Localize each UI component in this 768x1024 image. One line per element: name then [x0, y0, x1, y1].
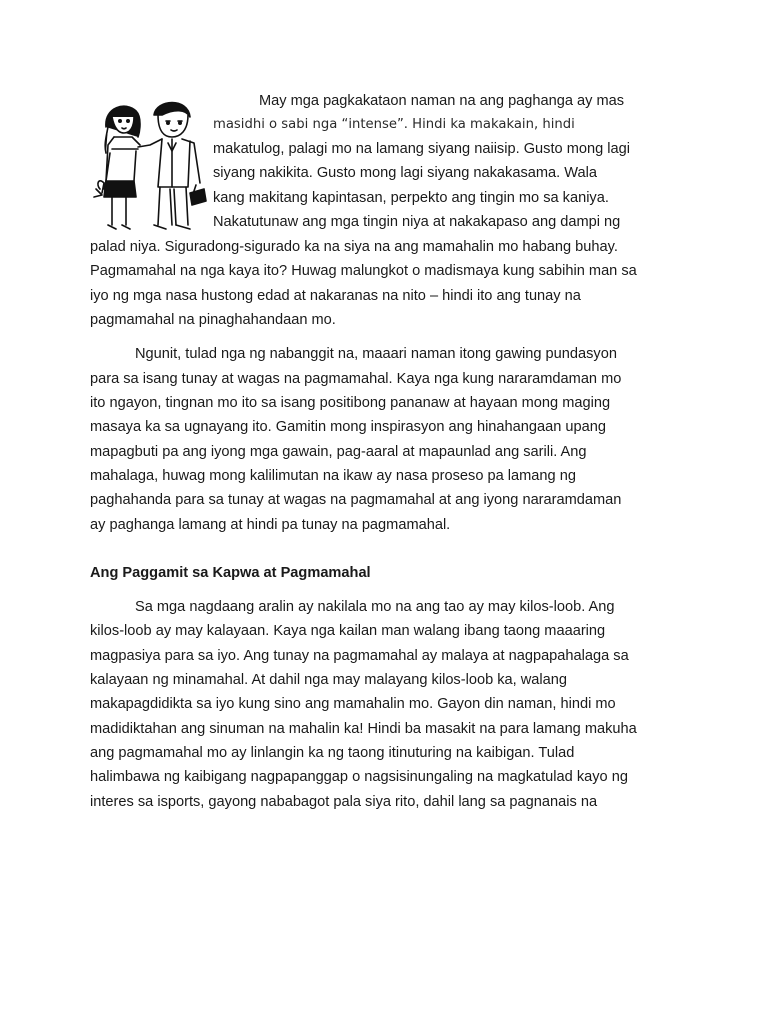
- paragraph-line: pagmamahal na pinaghahandaan mo.: [90, 312, 336, 328]
- section-heading: Ang Paggamit sa Kapwa at Pagmamahal: [90, 565, 371, 581]
- paragraph-line: ay paghanga lamang at hindi pa tunay na pagmamahal.: [90, 517, 451, 533]
- paragraph-line: kilos-loob ay may kalayaan. Kaya nga kailan man walang ibang taong maaaring: [90, 623, 606, 639]
- paragraph-line: Sa mga nagdaang aralin ay nakilala mo na ang tao ay may kilos-loob. Ang: [135, 599, 615, 615]
- couple-illustration-icon: [92, 97, 208, 233]
- paragraph-line: ito ngayon, tingnan mo ito sa isang positibong pananaw at hayaan mong maging: [90, 395, 611, 411]
- paragraph-line: palad niya. Siguradong-sigurado ka na siya na ang mamahalin mo habang buhay.: [90, 239, 618, 255]
- paragraph-line: mahalaga, huwag mong kalilimutan na ikaw ay nasa proseso pa lamang ng: [90, 468, 576, 484]
- paragraph-line: siyang nakikita. Gusto mong lagi siyang nakakasama. Wala: [213, 165, 597, 181]
- paragraph-line: masidhi o sabi nga “intense”. Hindi ka makakain, hindi: [213, 117, 575, 132]
- paragraph-line: Pagmamahal na nga kaya ito? Huwag malungkot o madismaya kung sabihin man sa: [90, 263, 637, 279]
- paragraph-line: masaya ka sa ugnayang ito. Gamitin mong inspirasyon ang hinahangaan upang: [90, 419, 606, 435]
- paragraph-line: kang makitang kapintasan, perpekto ang tingin mo sa kaniya.: [213, 190, 609, 206]
- paragraph-line: May mga pagkakataon naman na ang paghanga ay mas: [259, 93, 625, 109]
- paragraph-line: ang pagmamahal mo ay linlangin ka ng taong itinuturing na kaibigan. Tulad: [90, 745, 575, 761]
- paragraph-line: halimbawa ng kaibigang nagpapanggap o nagsisinungaling na magkatulad kayo ng: [90, 769, 628, 785]
- paragraph-line: mapagbuti pa ang iyong mga gawain, pag-aaral at mapaunlad ang sarili. Ang: [90, 444, 587, 460]
- paragraph-line: madidiktahan ang sinuman na mahalin ka! Hindi ba masakit na para lamang makuha: [90, 721, 637, 737]
- paragraph-line: Nakatutunaw ang mga tingin niya at nakakapaso ang dampi ng: [213, 214, 621, 230]
- paragraph-line: makatulog, palagi mo na lamang siyang naiisip. Gusto mong lagi: [213, 141, 630, 157]
- paragraph-line: kalayaan ng minamahal. At dahil nga may malayang kilos-loob ka, walang: [90, 672, 568, 688]
- paragraph-line: Ngunit, tulad nga ng nabanggit na, maaari naman itong gawing pundasyon: [135, 346, 617, 362]
- paragraph-line: iyo ng mga nasa hustong edad at nakaranas na nito – hindi ito ang tunay na: [90, 288, 581, 304]
- paragraph-line: para sa isang tunay at wagas na pagmamahal. Kaya nga kung nararamdaman mo: [90, 371, 622, 387]
- paragraph-line: magpasiya para sa iyo. Ang tunay na pagmamahal ay malaya at nagpapahalaga sa: [90, 648, 629, 664]
- paragraph-line: paghahanda para sa tunay at wagas na pagmamahal at ang iyong nararamdaman: [90, 492, 622, 508]
- paragraph-line: makapagdidikta sa iyo kung sino ang mamahalin mo. Gayon din naman, hindi mo: [90, 696, 616, 712]
- paragraph-line: interes sa isports, gayong nababagot pala siya rito, dahil lang sa pagnanais na: [90, 794, 598, 810]
